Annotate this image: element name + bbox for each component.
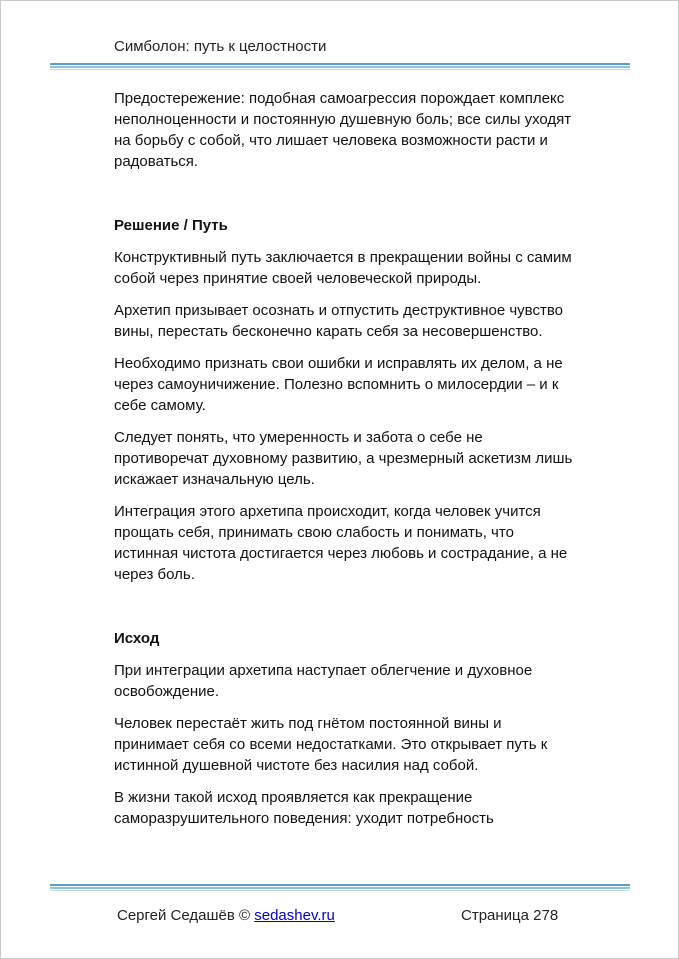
author-site-link[interactable]: sedashev.ru [254, 907, 335, 924]
header-divider [50, 63, 630, 70]
outcome-paragraph: В жизни такой исход проявляется как прекращение саморазрушительного поведения: уходит потребность [114, 789, 494, 827]
section-heading-solution: Решение / Путь [114, 217, 228, 234]
solution-paragraph: Необходимо признать свои ошибки и исправлять их делом, а не через самоуничижение. Полезно вспомнить о милосердии – и к себе самому. [114, 355, 563, 414]
footer-author [117, 907, 335, 924]
solution-paragraph: Интеграция этого архетипа происходит, когда человек учится прощать себя, принимать свою слабость и понимать, что истинная чистота достигается через любовь и сострадание, а не через боль. [114, 503, 568, 583]
solution-paragraph: Конструктивный путь заключается в прекращении войны с самим собой через принятие своей человеческой природы. [114, 249, 572, 287]
intro-paragraph: Предостережение: подобная самоагрессия порождает комплекс неполноценности и постоянную душевную боль; все силы уходят на борьбу с собой, что лишает человека возможности расти и радоваться. [114, 90, 572, 170]
running-header-title: Симболон: путь к целостности [114, 38, 327, 55]
solution-paragraph: Архетип призывает осознать и отпустить деструктивное чувство вины, перестать бесконечно карать себя за несовершенство. [114, 302, 563, 340]
outcome-paragraph: Человек перестаёт жить под гнётом постоянной вины и принимает себя со всеми недостатками. Это открывает путь к истинной душевной чистоте без насилия над собой. [114, 715, 548, 774]
author-copyright: Сергей Седашёв © [117, 907, 255, 924]
page-number: Страница 278 [461, 907, 559, 924]
footer-divider [50, 884, 630, 891]
page-body [114, 88, 574, 840]
outcome-paragraph: При интеграции архетипа наступает облегчение и духовное освобождение. [114, 662, 533, 700]
solution-paragraph: Следует понять, что умеренность и забота о себе не противоречат духовному развитию, а чрезмерный аскетизм лишь искажает изначальную цель. [114, 429, 573, 488]
section-heading-outcome: Исход [114, 630, 160, 647]
